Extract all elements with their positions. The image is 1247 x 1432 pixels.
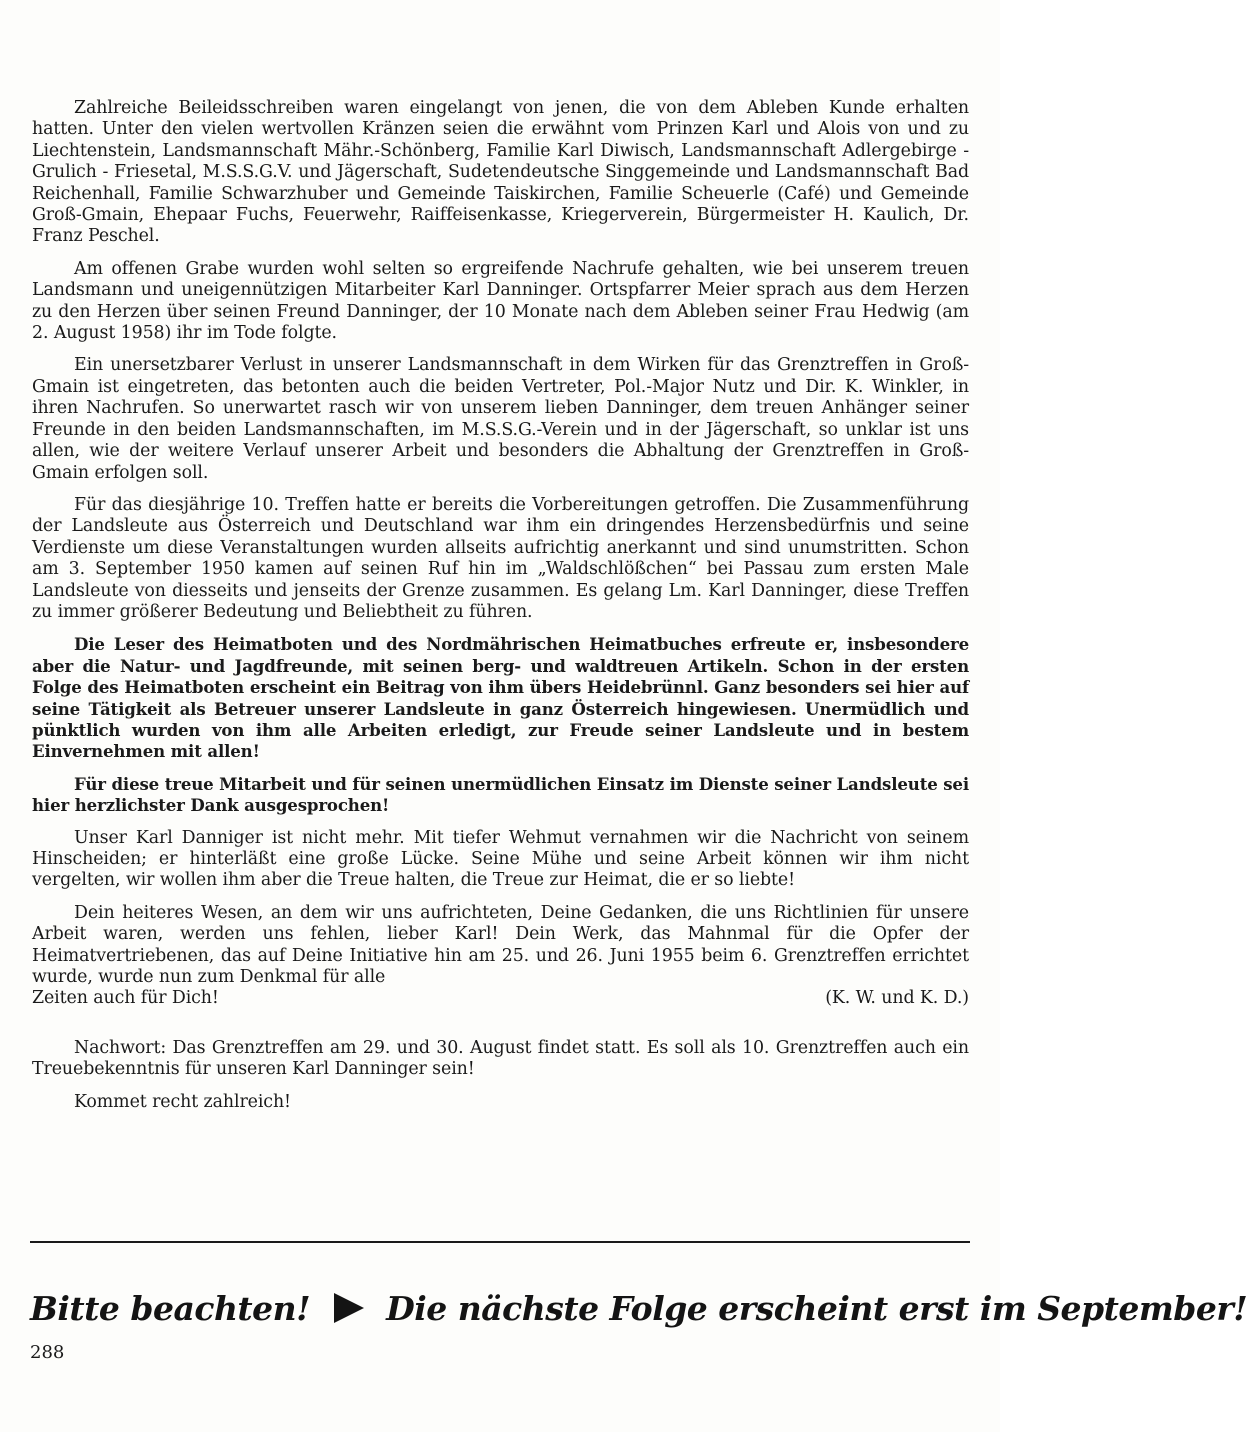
paragraph-memorial	[32, 903, 969, 989]
paragraph-grave-eulogies: Am offenen Grabe wurden wohl selten so ergreifende Nachrufe gehalten, wie bei unserem treuen Landsmann und uneigennützigen Mitarbeiter Karl Danninger. Ortspfarrer Meier sprach aus dem Herzen zu den Herzen über seinen Freund Danninger, der 10 Monate nach dem Ableben seiner Frau Hedwig (am 2. August 1958) ihr im Tode folgte.	[32, 258, 969, 344]
next-issue-notice	[30, 1283, 1247, 1333]
paragraph-call-to-attend: Kommet recht zahlreich!	[74, 1091, 291, 1112]
author-signature: (K. W. und K. D.)	[825, 988, 969, 1009]
paragraph-memorial-text: Dein heiteres Wesen, an dem wir uns aufrichteten, Deine Gedanken, die uns Richtlinien für unsere Arbeit waren, werden uns fehlen, lieber Karl! Dein Werk, das Mahnmal für die Opfer der Heimatvertriebenen, das auf Deine Initiative hin am 25. und 26. Juni 1955 beim 6. Grenztreffen errichtet wurde, wurde nun zum Denkmal für alle	[32, 902, 969, 988]
pointer-arrow-icon	[334, 1293, 364, 1323]
paragraph-border-meeting: Für das diesjährige 10. Treffen hatte er bereits die Vorbereitungen getroffen. Die Zusammenführung der Landsleute aus Österreich und Deutschland war ihm ein dringendes Herzensbedürfnis und seine Verdienste um diese Veranstaltungen wurden allseits aufrichtig anerkannt und sind unumstritten. Schon am 3. September 1950 kamen auf seinen Ruf hin im „Waldschlößchen“ bei Passau zum ersten Male Landsleute von diesseits und jenseits der Grenze zusammen. Es gelang Lm. Karl Danninger, diese Treffen zu immer größerer Bedeutung und Beliebtheit zu führen.	[32, 494, 969, 622]
obituary-article	[32, 98, 969, 1124]
paragraph-farewell: Unser Karl Danniger ist nicht mehr. Mit tiefer Wehmut vernahmen wir die Nachricht von seinem Hinscheiden; er hinterläßt eine große Lücke. Seine Mühe und seine Arbeit können wir ihm nicht vergelten, wir wollen ihm aber die Treue halten, die Treue zur Heimat, die er so liebte!	[32, 827, 969, 891]
paragraph-loss: Ein unersetzbarer Verlust in unserer Landsmannschaft in dem Wirken für das Grenztreffen in Groß-Gmain ist eingetreten, das betonten auch die beiden Vertreter, Pol.-Major Nutz und Dir. K. Winkler, in ihren Nachrufen. So unerwartet rasch wir von unserem lieben Danninger, dem treuen Anhänger seiner Freunde in den beiden Landsmannschaften, im M.S.S.G.-Verein und in der Jägerschaft, so unklar ist uns allen, wie der weitere Verlauf unserer Arbeit und besonders die Abhaltung der Grenztreffen in Groß-Gmain erfolgen soll.	[32, 355, 969, 483]
notice-label: Bitte beachten!	[30, 1288, 311, 1328]
notice-message: Die nächste Folge erscheint erst im September!	[386, 1288, 1247, 1328]
paragraph-thanks-bold: Für diese treue Mitarbeit und für seinen unermüdlichen Einsatz im Dienste seiner Landsleute sei hier herzlichster Dank ausgesprochen!	[32, 773, 969, 816]
closing-line-text: Zeiten auch für Dich!	[32, 988, 219, 1009]
closing-line	[32, 988, 969, 1009]
paragraph-readers-bold: Die Leser des Heimatboten und des Nordmährischen Heimatbuches erfreute er, insbesondere aber die Natur- und Jagdfreunde, mit seinen berg- und waldtreuen Artikeln. Schon in der ersten Folge des Heimatboten erscheint ein Beitrag von ihm übers Heidebrünnl. Ganz besonders sei hier auf seine Tätigkeit als Betreuer unserer Landsleute in ganz Österreich hingewiesen. Unermüdlich und pünktlich wurden von ihm alle Arbeiten erledigt, zur Freude seiner Landsleute und in bestem Einvernehmen mit allen!	[32, 634, 969, 762]
page-number: 288	[30, 1342, 65, 1363]
paragraph-afterword: Nachwort: Das Grenztreffen am 29. und 30. August findet statt. Es soll als 10. Grenztreffen auch ein Treuebekenntnis für unseren Karl Danninger sein!	[32, 1037, 969, 1080]
horizontal-rule	[30, 1241, 970, 1243]
paragraph-condolences: Zahlreiche Beileidsschreiben waren eingelangt von jenen, die von dem Ableben Kunde erhalten hatten. Unter den vielen wertvollen Kränzen seien die erwähnt vom Prinzen Karl und Alois von und zu Liechtenstein, Landsmannschaft Mähr.-Schönberg, Familie Karl Diwisch, Landsmannschaft Adlergebirge - Grulich - Friesetal, M.S.S.G.V. und Jägerschaft, Sudetendeutsche Singgemeinde und Landsmannschaft Bad Reichenhall, Familie Schwarzhuber und Gemeinde Taiskirchen, Familie Scheuerle (Café) und Gemeinde Groß-Gmain, Ehepaar Fuchs, Feuerwehr, Raiffeisenkasse, Kriegerverein, Bürgermeister H. Kaulich, Dr. Franz Peschel.	[32, 98, 969, 247]
